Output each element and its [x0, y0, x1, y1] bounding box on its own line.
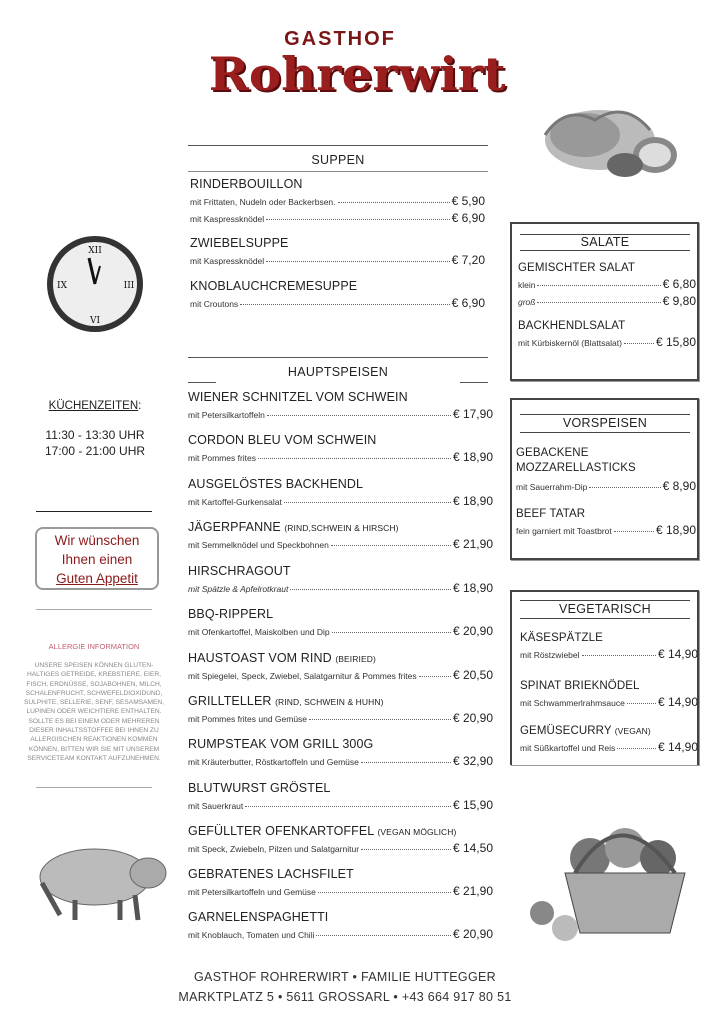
item-price: € 20,90 [452, 624, 493, 638]
price-row [188, 494, 493, 508]
footer-line1: GASTHOF ROHRERWIRT • FAMILIE HUTTEGGER [194, 970, 496, 984]
item-name-text: KÄSESPÄTZLE [520, 632, 603, 644]
price-row [188, 624, 493, 638]
item-description: mit Kaspressknödel [190, 256, 265, 266]
price-row [188, 884, 493, 898]
menu-item [190, 236, 485, 267]
menu-item [520, 632, 698, 661]
menu-item [518, 320, 696, 349]
menu-item-name [188, 824, 493, 838]
divider [520, 600, 690, 601]
dot-leader [361, 849, 451, 850]
dot-leader [284, 502, 451, 503]
item-note: (RIND, SCHWEIN & HUHN) [275, 697, 384, 707]
menu-item [188, 651, 493, 682]
logo-rohrerwirt: Rohrerwirt [208, 47, 506, 101]
greeting-line3: Guten Appetit [56, 571, 138, 586]
menu-item-name [188, 737, 493, 751]
price-row [518, 335, 696, 349]
divider [520, 618, 690, 619]
allergy-title: ALLERGIE INFORMATION [48, 642, 140, 651]
divider [188, 171, 488, 172]
item-price: € 17,90 [452, 407, 493, 421]
dot-leader [627, 703, 656, 704]
svg-text:III: III [123, 281, 135, 291]
menu-item-name [520, 632, 698, 644]
menu-item-name [188, 651, 493, 665]
dot-leader [258, 458, 451, 459]
menu-item-name [516, 446, 646, 476]
item-name-text: WIENER SCHNITZEL VOM SCHWEIN [188, 390, 408, 404]
menu-item [188, 607, 493, 638]
menu-item-name [188, 477, 493, 491]
divider [188, 357, 488, 358]
menu-item [188, 824, 493, 855]
menu-item [520, 725, 698, 754]
logo-gasthof: GASTHOF [284, 28, 396, 50]
dot-leader [290, 589, 451, 590]
price-row [188, 450, 493, 464]
logo [208, 28, 506, 118]
item-name-text: GEBRATENES LACHSFILET [188, 867, 354, 881]
item-name-text: HAUSTOAST VOM RIND [188, 651, 332, 665]
menu-item [516, 508, 696, 537]
dot-leader [266, 219, 449, 220]
allergy-info [24, 642, 164, 763]
dot-leader [537, 302, 660, 303]
item-price: € 32,90 [452, 754, 493, 768]
price-row [188, 927, 493, 941]
menu-item-name [188, 390, 493, 404]
item-price: € 9,80 [662, 294, 696, 308]
menu-item [188, 737, 493, 768]
divider [188, 382, 216, 383]
divider [520, 414, 690, 415]
item-name-text: ZWIEBELSUPPE [190, 236, 289, 250]
item-price: € 18,90 [452, 450, 493, 464]
divider [36, 609, 152, 610]
item-description: mit Petersilkartoffeln und Gemüse [188, 887, 316, 897]
dot-leader [332, 632, 451, 633]
item-price: € 14,90 [657, 695, 698, 709]
vegetarisch-box [510, 590, 699, 765]
item-price: € 14,90 [657, 740, 698, 754]
menu-item [188, 910, 493, 941]
fruit-basket-image [520, 818, 695, 946]
menu-item [188, 781, 493, 812]
item-price: € 20,50 [452, 668, 493, 682]
item-description: mit Petersilkartoffeln [188, 410, 265, 420]
section-title-salate: SALATE [580, 235, 630, 249]
menu-item-name [518, 320, 696, 332]
vorspeisen-box [510, 398, 699, 560]
price-row [190, 194, 485, 208]
item-description: klein [518, 280, 536, 290]
item-price: € 18,90 [655, 523, 696, 537]
item-price: € 8,90 [662, 479, 696, 493]
item-name-text: AUSGELÖSTES BACKHENDL [188, 477, 364, 491]
menu-item [188, 564, 493, 595]
allergy-text: UNSERE SPEISEN KÖNNEN GLUTEN-HALTIGES GETREIDE, KREBSTIERE, EIER, FISCH, ERDNÜSSE, SOJABOHNEN, MILCH, SCHALENFRUCHT, SCHWEFELDIOXIDUND, SULPHITE, SELLERIE, SENF, SESAMSAMEN, LUPINEN ODER WEICHTIERE ENTHALTEN. SOLLTE ES BEI EINEM ODER MEHREREN DIESER INHALTSSTOFFEE BEI IHNEN ZU ALLERGISCHEN REAKTIONEN KOMMEN KÖNNEN, BITTEN WIR SIE MIT UNSEREM SERVICETEAM KONTAKT AUFZUNEHMEN. [24, 662, 164, 762]
price-row [188, 537, 493, 551]
divider [188, 145, 488, 146]
price-row [188, 841, 493, 855]
dot-leader [316, 935, 450, 936]
item-price: € 15,90 [452, 798, 493, 812]
menu-item-name [188, 694, 493, 708]
menu-item-name [520, 680, 698, 692]
menu-item-name [188, 781, 493, 795]
item-price: € 5,90 [451, 194, 485, 208]
menu-item [190, 177, 485, 225]
item-name-text: GRILLTELLER [188, 694, 272, 708]
menu-item-name [516, 508, 696, 520]
hours-lunch: 11:30 - 13:30 UHR [45, 428, 145, 442]
dot-leader [589, 487, 660, 488]
divider [520, 250, 690, 251]
item-note: (BEIRIED) [335, 654, 376, 664]
salad-image [525, 95, 695, 195]
item-name-text: HIRSCHRAGOUT [188, 564, 291, 578]
item-description: mit Croutons [190, 299, 239, 309]
menu-item-name [190, 236, 485, 250]
price-row [188, 407, 493, 421]
svg-text:IX: IX [57, 281, 67, 291]
section-title-hauptspeisen: HAUPTSPEISEN [287, 365, 389, 379]
price-row [520, 695, 698, 709]
item-description: mit Pommes frites und Gemüse [188, 714, 308, 724]
item-price: € 18,90 [452, 494, 493, 508]
item-description: groß [518, 297, 536, 307]
menu-item-name [520, 725, 698, 737]
item-name-text: SPINAT BRIEKNÖDEL [520, 680, 640, 692]
dot-leader [338, 202, 450, 203]
item-name-text: GEBACKENE MOZZARELLASTICKS [516, 447, 636, 474]
kitchen-hours-title: KÜCHENZEITEN [48, 400, 139, 412]
item-name-text: GEMÜSECURRY [520, 725, 612, 737]
divider [36, 787, 152, 788]
item-price: € 21,90 [452, 884, 493, 898]
item-name-text: BLUTWURST GRÖSTEL [188, 781, 331, 795]
item-name-text: GEMISCHTER SALAT [518, 262, 636, 274]
item-price: € 6,90 [451, 211, 485, 225]
item-description: mit Knoblauch, Tomaten und Chili [188, 930, 315, 940]
item-price: € 6,80 [662, 277, 696, 291]
menu-item [188, 477, 493, 508]
price-row [190, 253, 485, 267]
svg-text:VI: VI [89, 316, 101, 326]
menu-item-name [188, 607, 493, 621]
kitchen-hours [20, 400, 170, 458]
item-price: € 6,90 [451, 296, 485, 310]
dot-leader [361, 762, 451, 763]
greeting-line2: Ihnen einen [61, 552, 133, 567]
menu-item [516, 446, 696, 493]
item-price: € 15,80 [655, 335, 696, 349]
item-description: mit Pommes frites [188, 453, 257, 463]
menu-item-name [188, 433, 493, 447]
price-row [518, 277, 696, 291]
price-row [520, 740, 698, 754]
menu-item [520, 680, 698, 709]
menu-item [188, 520, 493, 551]
dot-leader [419, 676, 451, 677]
item-note: (VEGAN MÖGLICH) [377, 827, 457, 837]
item-description: mit Ofenkartoffel, Maiskolben und Dip [188, 627, 330, 637]
item-price: € 14,90 [657, 647, 698, 661]
greeting-card [35, 527, 159, 590]
item-name-text: BBQ-RIPPERL [188, 607, 274, 621]
menu-item-name [188, 564, 493, 578]
menu-item-name [188, 520, 493, 534]
item-description: mit Röstzwiebel [520, 650, 580, 660]
greeting-line1: Wir wünschen [54, 533, 140, 548]
item-name-text: CORDON BLEU VOM SCHWEIN [188, 433, 377, 447]
section-title-suppen: SUPPEN [311, 153, 365, 167]
item-description: mit Kräuterbutter, Röstkartoffeln und Gemüse [188, 757, 359, 767]
dot-leader [582, 655, 656, 656]
item-name-text: GEFÜLLTER OFENKARTOFFEL [188, 824, 374, 838]
menu-item [188, 694, 493, 725]
dot-leader [266, 261, 449, 262]
menu-item [188, 867, 493, 898]
item-name-text: KNOBLAUCHCREMESUPPE [190, 279, 358, 293]
price-row [516, 523, 696, 537]
item-price: € 20,90 [452, 927, 493, 941]
item-description: mit Süßkartoffel und Reis [520, 743, 616, 753]
pig-image [20, 835, 175, 925]
item-description: mit Schwammerlrahmsauce [520, 698, 625, 708]
item-description: mit Spätzle & Apfelrotkraut [188, 584, 289, 594]
menu-item-name [190, 177, 485, 191]
menu-item [190, 279, 485, 310]
dot-leader [537, 285, 660, 286]
price-row [188, 581, 493, 595]
menu-item [188, 390, 493, 421]
colon: : [138, 400, 142, 412]
item-description: mit Spiegelei, Speck, Zwiebel, Salatgarnitur & Pommes frites [188, 671, 417, 681]
item-description: mit Kaspressknödel [190, 214, 265, 224]
hours-dinner: 17:00 - 21:00 UHR [44, 444, 146, 458]
clock-image [45, 233, 145, 335]
menu-item-name [190, 279, 485, 293]
divider [460, 382, 488, 383]
salate-box [510, 222, 699, 381]
item-description: mit Kartoffel-Gurkensalat [188, 497, 282, 507]
item-description: mit Kürbiskernöl (Blattsalat) [518, 338, 622, 348]
dot-leader [309, 719, 451, 720]
price-row [520, 647, 698, 661]
menu-item [518, 262, 696, 308]
item-name-text: RINDERBOUILLON [190, 177, 303, 191]
dot-leader [331, 545, 451, 546]
price-row [188, 754, 493, 768]
price-row [190, 296, 485, 310]
price-row [190, 211, 485, 225]
dot-leader [240, 304, 449, 305]
section-title-vorspeisen: VORSPEISEN [562, 416, 648, 430]
price-row [516, 479, 696, 493]
dot-leader [318, 892, 451, 893]
item-description: mit Sauerrahm-Dip [516, 482, 588, 492]
item-name-text: JÄGERPFANNE [188, 520, 281, 534]
menu-item [188, 433, 493, 464]
section-title-vegetarisch: VEGETARISCH [559, 602, 651, 616]
item-price: € 18,90 [452, 581, 493, 595]
price-row [518, 294, 696, 308]
dot-leader [624, 343, 654, 344]
item-name-text: RUMPSTEAK VOM GRILL 300G [188, 737, 374, 751]
price-row [188, 668, 493, 682]
item-note: (VEGAN) [614, 726, 651, 736]
item-description: mit Semmelknödel und Speckbohnen [188, 540, 329, 550]
menu-item-name [188, 867, 493, 881]
dot-leader [245, 806, 451, 807]
item-description: fein garniert mit Toastbrot [516, 526, 612, 536]
item-note: (RIND,SCHWEIN & HIRSCH) [284, 523, 399, 533]
item-price: € 7,20 [451, 253, 485, 267]
menu-item-name [188, 910, 493, 924]
dot-leader [267, 415, 451, 416]
item-name-text: BEEF TATAR [516, 508, 586, 520]
dot-leader [617, 748, 656, 749]
item-price: € 20,90 [452, 711, 493, 725]
item-description: mit Sauerkraut [188, 801, 244, 811]
price-row [188, 711, 493, 725]
price-row [188, 798, 493, 812]
divider [36, 511, 152, 512]
item-description: mit Frittaten, Nudeln oder Backerbsen. [190, 197, 336, 207]
item-name-text: GARNELENSPAGHETTI [188, 910, 329, 924]
menu-item-name [518, 262, 696, 274]
item-price: € 14,50 [452, 841, 493, 855]
divider [520, 432, 690, 433]
item-name-text: BACKHENDLSALAT [518, 320, 626, 332]
footer-line2: MARKTPLATZ 5 • 5611 GROSSARL • +43 664 917 80 51 [178, 990, 512, 1004]
item-description: mit Speck, Zwiebeln, Pilzen und Salatgarnitur [188, 844, 360, 854]
svg-text:XII: XII [88, 246, 102, 256]
item-price: € 21,90 [452, 537, 493, 551]
dot-leader [614, 531, 654, 532]
